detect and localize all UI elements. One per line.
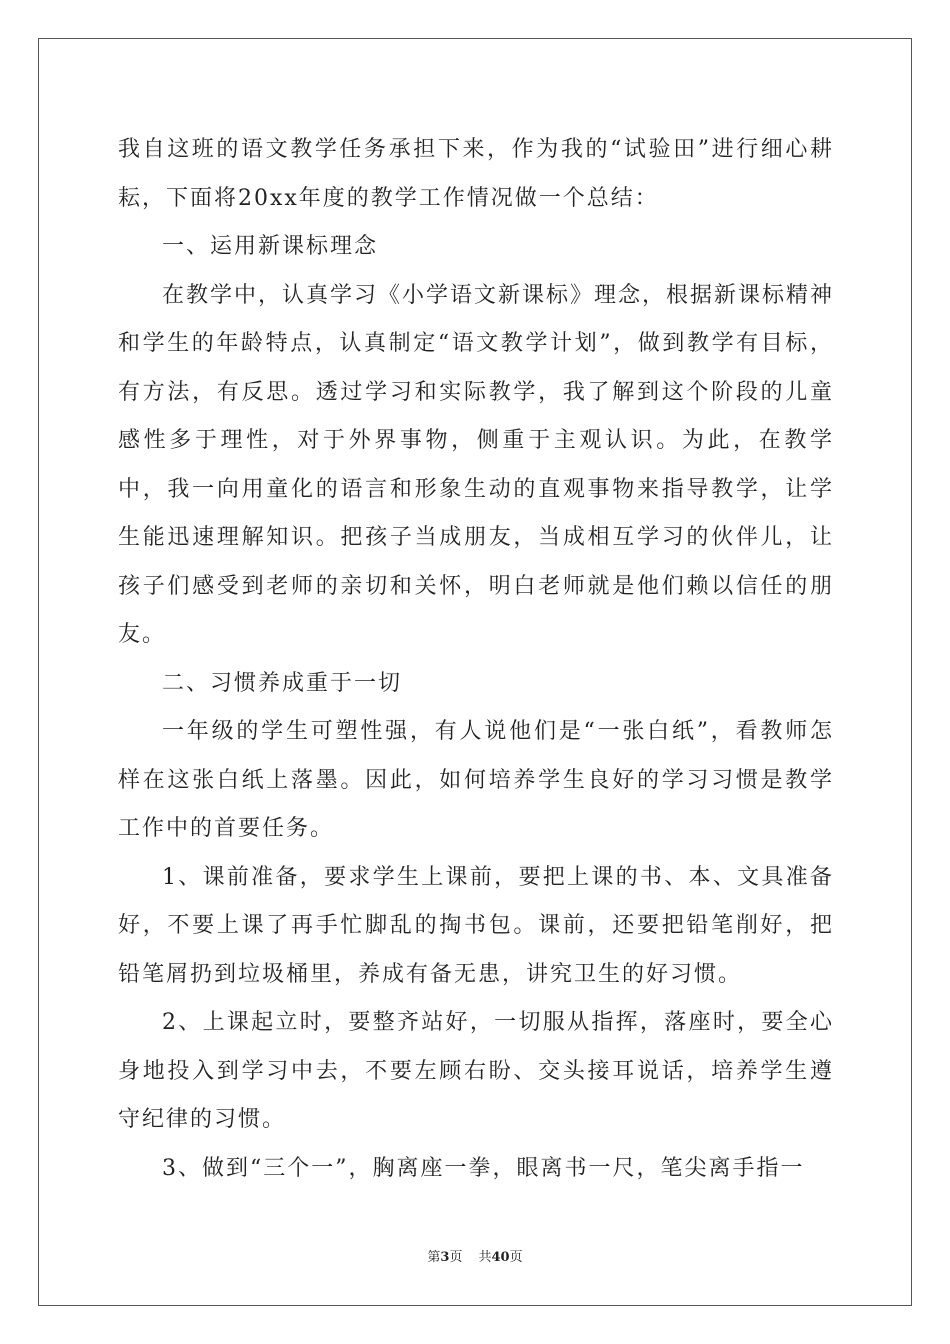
page-suffix: 页 — [449, 1250, 463, 1265]
total-suffix: 页 — [509, 1250, 523, 1265]
paragraph-intro: 我自这班的语文教学任务承担下来，作为我的“试验田”进行细心耕耘，下面将20xx年度的教学工作情况做一个总结： — [118, 137, 834, 211]
paragraph-item-1: 1、课前准备，要求学生上课前，要把上课的书、本、文具准备好，不要上课了再手忙脚乱的掏书包。课前，还要把铅笔削好，把铅笔屑扔到垃圾桶里，养成有备无患，讲究卫生的好习惯。 — [118, 864, 834, 987]
paragraph-item-2: 2、上课起立时，要整齐站好，一切服从指挥，落座时，要全心身地投入到学习中去，不要左顾右盼、交头接耳说话，培养学生遵守纪律的习惯。 — [118, 1010, 834, 1132]
page-number: 3 — [440, 1250, 450, 1265]
paragraph-item-3: 3、做到“三个一”，胸离座一拳，眼离书一尺，笔尖离手指一 — [162, 1155, 805, 1181]
page-prefix: 第 — [427, 1250, 441, 1265]
paragraph-section-2: 一年级的学生可塑性强，有人说他们是“一张白纸”，看教师怎样在这张白纸上落墨。因此，如何培养学生良好的学习习惯是教学工作中的首要任务。 — [118, 719, 834, 841]
heading-section-2: 二、习惯养成重于一切 — [162, 670, 403, 696]
total-prefix: 共 — [478, 1250, 492, 1265]
paragraph-section-1: 在教学中，认真学习《小学语文新课标》理念，根据新课标精神和学生的年龄特点，认真制定“语文教学计划”，做到教学有目标，有方法，有反思。透过学习和实际教学，我了解到这个阶段的儿童感性多于理性，对于外界事物，侧重于主观认识。为此，在教学中，我一向用童化的语言和形象生动的直观事物来指导教学，让学生能迅速理解知识。把孩子当成朋友，当成相互学习的伙伴儿，让孩子们感受到老师的亲切和关怀，明白老师就是他们赖以信任的朋友。 — [118, 282, 835, 647]
page-footer — [0, 1246, 950, 1265]
heading-section-1: 一、运用新课标理念 — [162, 234, 379, 259]
document-body — [118, 126, 834, 1193]
total-pages: 40 — [491, 1250, 510, 1265]
